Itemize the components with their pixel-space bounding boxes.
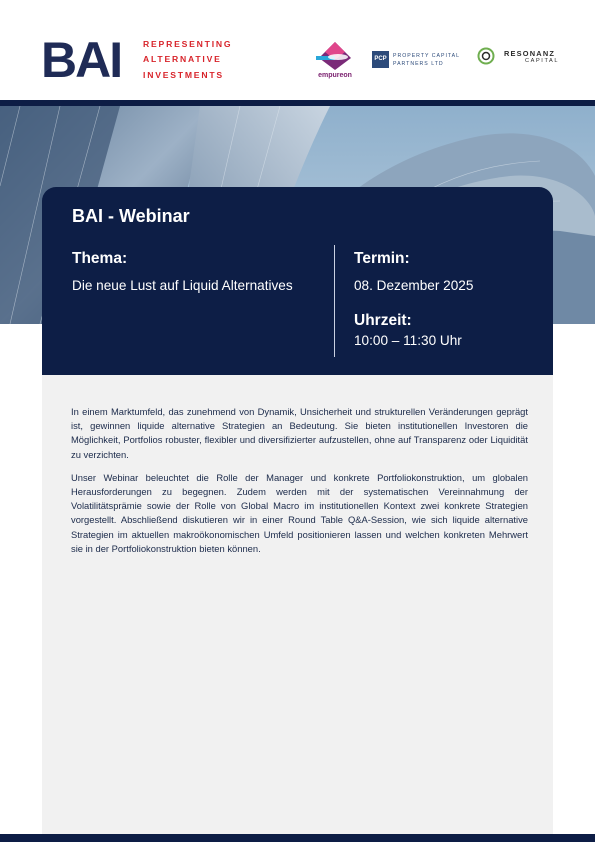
tagline-line-1: REPRESENTING — [143, 39, 233, 49]
pcp-logo — [372, 51, 472, 69]
description-paragraph-1: In einem Marktumfeld, das zunehmend von Dynamik, Unsicherheit und strukturellen Veränderungen geprägt ist, gewinnen liquide alternative Strategien an Bedeutung. Sie bieten institutionellen Investoren die Möglichkeit, Portfolios robuster, flexibler und diversifizierter aufzustellen, ohne auf Transparenz oder Liquidität zu verzichten. — [71, 406, 528, 460]
topic-value: Die neue Lust auf Liquid Alternatives — [72, 278, 293, 293]
bai-logo-tagline — [143, 37, 243, 83]
empureon-logo — [312, 40, 358, 86]
description-paragraph-2: Unser Webinar beleuchtet die Rolle der Manager und konkrete Portfoliokonstruktion, um globalen Herausforderungen zu begegnen. Zudem werden mit der systematischen Vereinnahmung der Volatilitätsprämie sowie der Rolle von Global Macro im institutionellen Kontext zwei konkrete Strategien vorgestellt. Abschließend diskutieren wir in einer Round Table Q&A-Session, wie sich liquide alternative Strategien im aktuellen makroökonomischen Umfeld positionieren lassen und welchen konkreten Mehrwert sie in der Portfoliokonstruktion bieten können. — [71, 471, 528, 554]
bottom-rule — [0, 834, 595, 842]
time-value: 10:00 – 11:30 Uhr — [354, 333, 462, 348]
card-divider — [334, 245, 335, 357]
card-title: BAI - Webinar — [72, 206, 190, 226]
topic-heading: Thema: — [72, 250, 128, 267]
webinar-info-card — [42, 187, 553, 375]
bai-logo-wordmark: BAI — [41, 32, 122, 88]
resonanz-name: RESONANZ — [504, 49, 556, 58]
empureon-mark-icon — [312, 40, 358, 74]
header — [0, 0, 595, 100]
pcp-name-line-1: PROPERTY CAPITAL — [393, 53, 461, 59]
description-panel — [42, 375, 553, 834]
pcp-mark: PCP — [372, 51, 389, 68]
empureon-name: empureon — [318, 72, 352, 79]
tagline-line-3: INVESTMENTS — [143, 69, 224, 80]
time-heading: Uhrzeit: — [354, 312, 412, 329]
resonanz-mark-icon — [477, 47, 495, 65]
resonanz-logo — [477, 47, 567, 71]
pcp-name — [393, 52, 460, 68]
tagline-line-2: ALTERNATIVE — [143, 54, 222, 65]
pcp-name-line-2: PARTNERS LTD — [393, 61, 444, 67]
date-heading: Termin: — [354, 250, 410, 267]
description-text — [71, 405, 528, 565]
resonanz-subname: CAPITAL — [525, 58, 560, 64]
date-value: 08. Dezember 2025 — [354, 278, 474, 293]
